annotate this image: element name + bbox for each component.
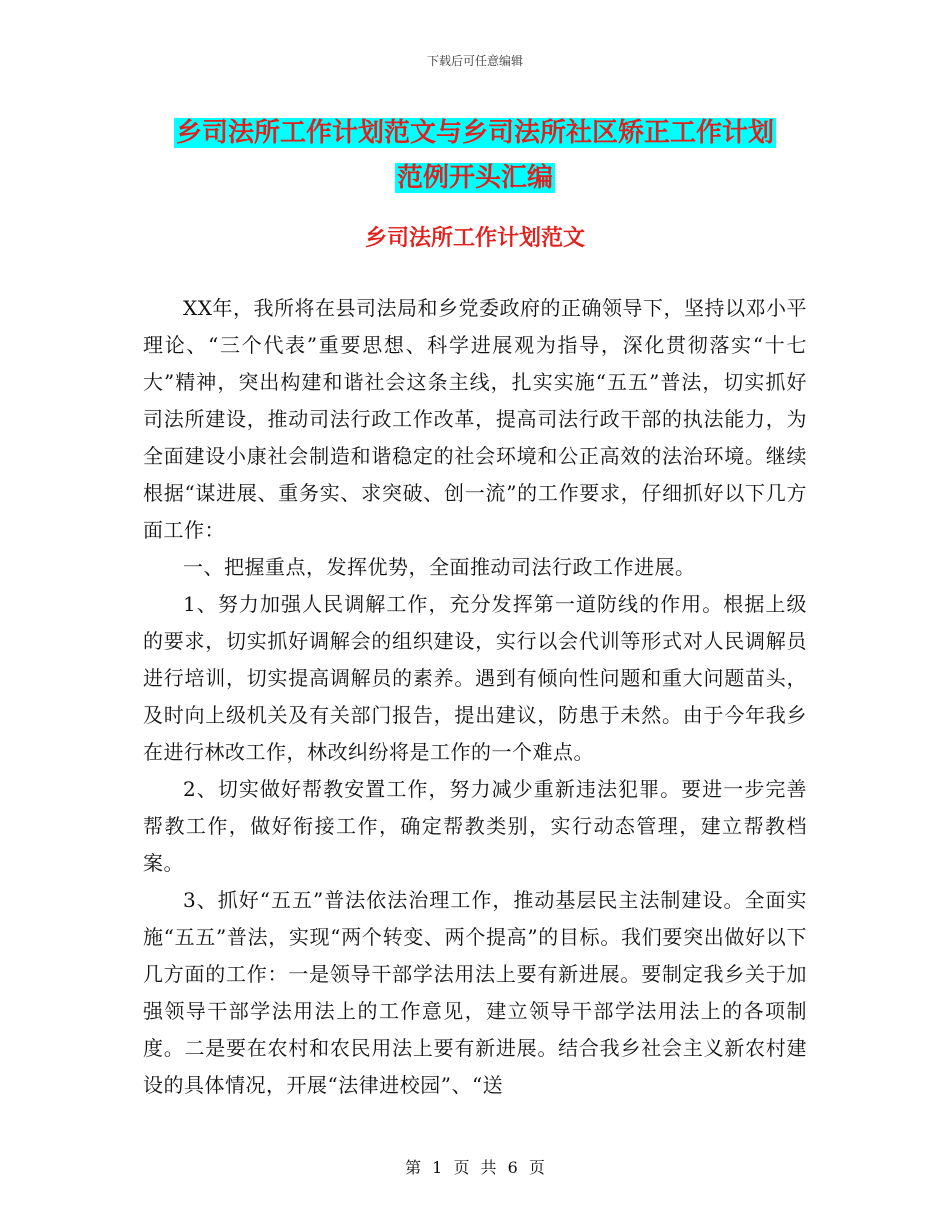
document-title-line-2 xyxy=(150,157,800,194)
paragraph: 1、努力加强人民调解工作，充分发挥第一道防线的作用。根据上级的要求，切实抓好调解会的组织建设，实行以会代训等形式对人民调解员进行培训，切实提高调解员的素养。遇到有倾向性问题和重大问题苗头，及时向上级机关及有关部门报告，提出建议，防患于未然。由于今年我乡在进行林改工作，林改纠纷将是工作的一个难点。 xyxy=(143,592,807,764)
paragraph: 一、把握重点，发挥优势，全面推动司法行政工作进展。 xyxy=(183,555,696,579)
paragraph: 2、切实做好帮教安置工作，努力减少重新违法犯罪。要进一步完善帮教工作，做好衔接工作，确定帮教类别，实行动态管理，建立帮教档案。 xyxy=(143,777,807,875)
title-highlight-2: 范例开头汇编 xyxy=(396,163,553,193)
title-highlight-1: 乡司法所工作计划范文与乡司法所社区矫正工作计划 xyxy=(175,118,774,148)
page-number-footer: 第 1 页 共 6 页 xyxy=(405,1158,545,1177)
paragraph: XX年，我所将在县司法局和乡党委政府的正确领导下，坚持以邓小平理论、“三个代表”重要思想、科学进展观为指导，深化贯彻落实“十七大”精神，突出构建和谐社会这条主线，扎实实施“五五”普法，切实抓好司法所建设，推动司法行政工作改革，提高司法行政干部的执法能力，为全面建设小康社会制造和谐稳定的社会环境和公正高效的法治环境。继续根据“谋进展、重务实、求突破、创一流”的工作要求，仔细抓好以下几方面工作： xyxy=(143,296,807,542)
section-heading: 乡司法所工作计划范文 xyxy=(364,225,585,251)
document-title-line-1 xyxy=(150,112,800,149)
header-note: 下载后可任意编辑 xyxy=(426,54,523,68)
paragraph: 3、抓好“五五”普法依法治理工作，推动基层民主法制建设。全面实施“五五”普法，实现“两个转变、两个提高”的目标。我们要突出做好以下几方面的工作：一是领导干部学法用法上要有新进展。要制定我乡关于加强领导干部学法用法上的工作意见，建立领导干部学法用法上的各项制度。二是要在农村和农民用法上要有新进展。结合我乡社会主义新农村建设的具体情况，开展“法律进校园”、“送 xyxy=(143,888,807,1097)
document-body xyxy=(143,290,807,1104)
